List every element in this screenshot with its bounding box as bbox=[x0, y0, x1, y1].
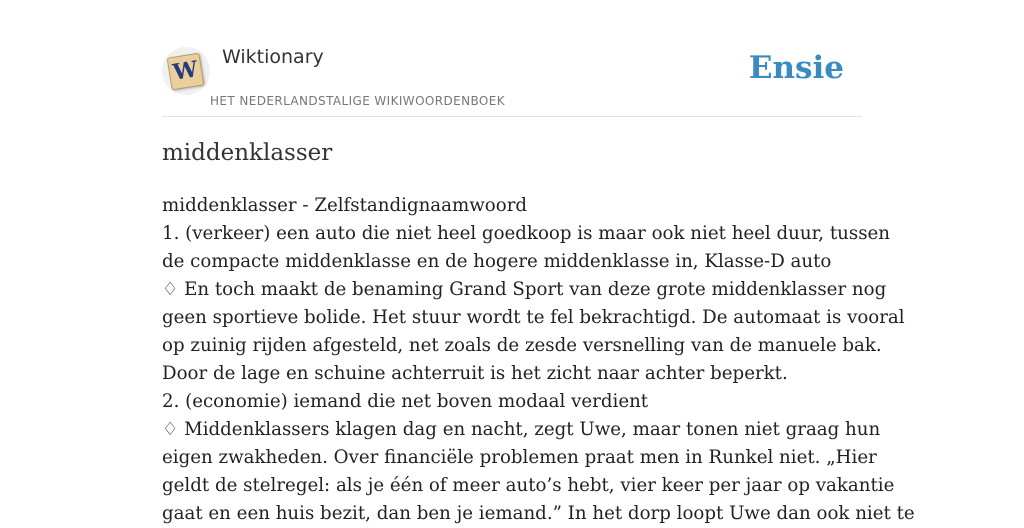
example-line: op zuinig rijden afgesteld, net zoals de zesde versnelling van de manuele bak. bbox=[162, 335, 882, 356]
definition-line: 2. (economie) iemand die net boven modaal verdient bbox=[162, 391, 649, 412]
example-line: ♢ En toch maakt de benaming Grand Sport van deze grote middenklasser nog bbox=[162, 279, 887, 300]
example-line: eigen zwakheden. Over financiële problemen praat men in Runkel niet. „Hier bbox=[162, 447, 877, 468]
example-line: Door de lage en schuine achterruit is het zicht naar achter beperkt. bbox=[162, 363, 788, 384]
logo-letter: W bbox=[171, 56, 200, 86]
wiktionary-logo[interactable] bbox=[162, 47, 210, 95]
site-tagline: HET NEDERLANDSTALIGE WIKIWOORDENBOEK bbox=[210, 94, 506, 108]
page-title: middenklasser bbox=[162, 140, 333, 166]
site-header bbox=[162, 40, 862, 117]
logo-tile-icon bbox=[167, 53, 205, 91]
example-line: gaat en een huis bezit, dan ben je iemand.” In het dorp loopt Uwe dan ook niet te bbox=[162, 503, 915, 524]
definition-line: de compacte middenklasse en de hogere middenklasse in, Klasse-D auto bbox=[162, 251, 832, 272]
example-line: geen sportieve bolide. Het stuur wordt te fel bekrachtigd. De automaat is vooral bbox=[162, 307, 905, 328]
example-line: ♢ Middenklassers klagen dag en nacht, zegt Uwe, maar tonen niet graag hun bbox=[162, 419, 881, 440]
definition-line: 1. (verkeer) een auto die niet heel goedkoop is maar ook niet heel duur, tussen bbox=[162, 223, 891, 244]
site-name[interactable]: Wiktionary bbox=[222, 46, 324, 68]
definition-content bbox=[162, 192, 915, 528]
example-line: geldt de stelregel: als je één of meer auto’s hebt, vier keer per jaar op vakantie bbox=[162, 475, 895, 496]
ensie-brand-link[interactable]: Ensie bbox=[748, 50, 844, 86]
definition-line: middenklasser - Zelfstandignaamwoord bbox=[162, 195, 528, 216]
